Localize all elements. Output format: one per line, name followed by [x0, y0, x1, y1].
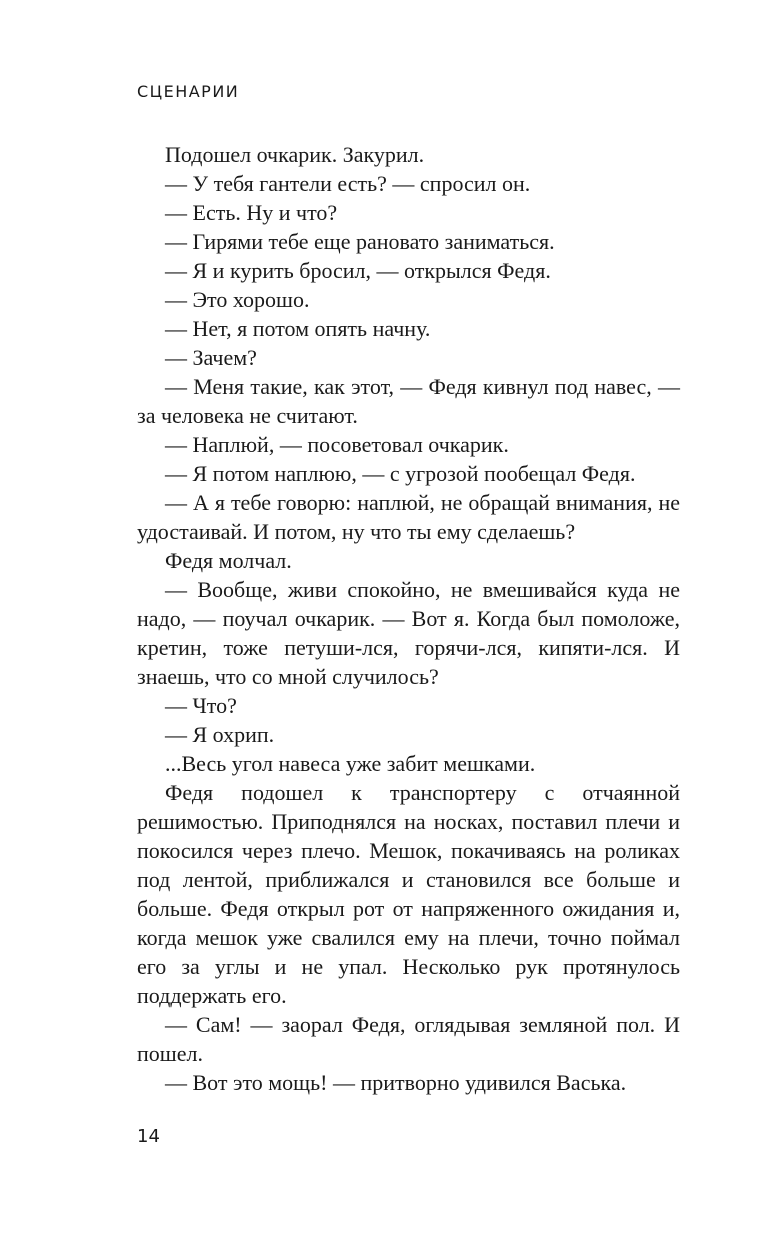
paragraph: — Вот это мощь! — притворно удивился Васька. [165, 1070, 627, 1095]
paragraph: — Я охрип. [165, 722, 275, 747]
paragraph: — Меня такие, как этот, — Федя кивнул под навес, — за человека не считают. [137, 374, 680, 428]
paragraph: — Я и курить бросил, — открылся Федя. [165, 258, 551, 283]
paragraph: — Что? [165, 693, 237, 718]
page-number: 14 [137, 1126, 160, 1147]
paragraph: — Сам! — заорал Федя, оглядывая земляной пол. И пошел. [137, 1012, 680, 1066]
paragraph: — Гирями тебе еще рановато заниматься. [165, 229, 555, 254]
paragraph: Федя подошел к транспортеру с отчаянной решимостью. Приподнялся на носках, поставил плечи и покосился через плечо. Мешок, покачиваясь на роликах под лентой, приближался и становился все больше и больше. Федя открыл рот от напряженного ожидания и, когда мешок уже свалился ему на плечи, точно поймал его за углы и не упал. Несколько рук протянулось поддержать его. [137, 780, 680, 1008]
paragraph: — Вообще, живи спокойно, не вмешивайся куда не надо, — поучал очкарик. — Вот я. Когда был помоложе, кретин, тоже петуши-лся, горячи-лся, кипяти-лся. И знаешь, что со мной случилось? [137, 577, 680, 689]
paragraph: — Зачем? [165, 345, 257, 370]
paragraph: — Нет, я потом опять начну. [165, 316, 431, 341]
paragraph: ...Весь угол навеса уже забит мешками. [165, 751, 536, 776]
paragraph: — Я потом наплюю, — с угрозой пообещал Федя. [165, 461, 636, 486]
paragraph: Федя молчал. [165, 548, 292, 573]
paragraph: Подошел очкарик. Закурил. [165, 142, 425, 167]
paragraph: — У тебя гантели есть? — спросил он. [165, 171, 531, 196]
paragraph: — Есть. Ну и что? [165, 200, 338, 225]
body-text [137, 140, 680, 1097]
running-head: СЦЕНАРИИ [137, 82, 240, 101]
paragraph: — А я тебе говорю: наплюй, не обращай внимания, не удостаивай. И потом, ну что ты ему сделаешь? [137, 490, 680, 544]
paragraph: — Это хорошо. [165, 287, 310, 312]
paragraph: — Наплюй, — посоветовал очкарик. [165, 432, 509, 457]
